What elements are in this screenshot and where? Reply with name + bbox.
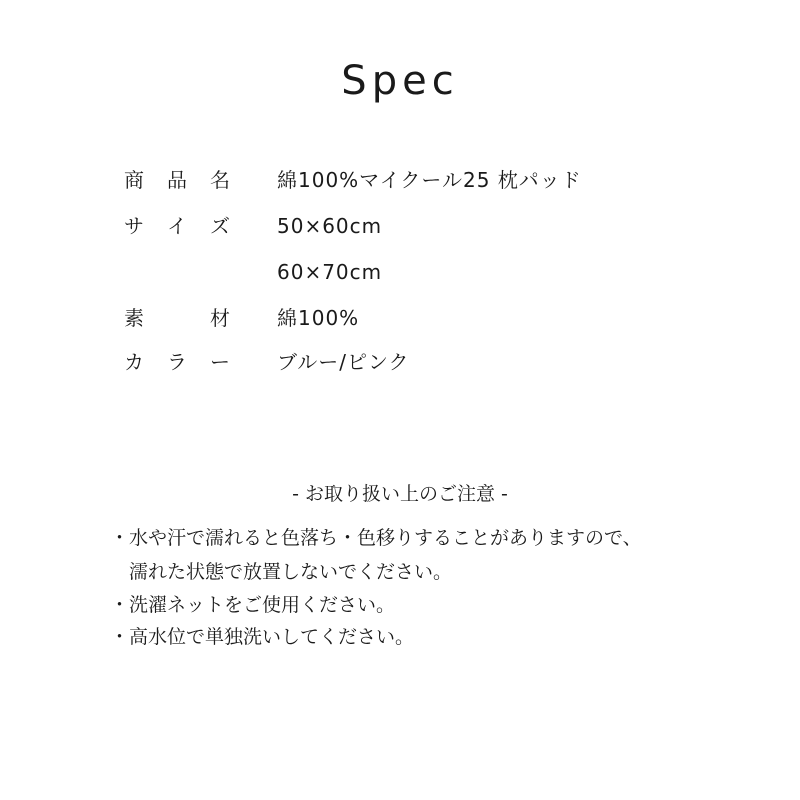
label-char: 品	[167, 168, 187, 192]
label-char: イ	[167, 214, 187, 238]
spec-value-material: 綿100%	[277, 306, 360, 330]
spec-row-color	[124, 346, 684, 378]
label-char: ラ	[167, 350, 187, 374]
label-char: ー	[210, 350, 230, 374]
spec-label-material	[124, 302, 230, 334]
spec-value-product-name: 綿100%マイクール25 枕パッド	[277, 168, 582, 192]
care-note-line: ・洗濯ネットをご使用ください。	[110, 594, 396, 616]
label-char: 素	[124, 306, 144, 330]
care-notes-heading: - お取り扱い上のご注意 -	[292, 483, 508, 505]
spec-value-color: ブルー/ピンク	[277, 350, 410, 374]
spec-label-size	[124, 210, 230, 242]
spec-label-product-name	[124, 164, 230, 196]
spec-row-size-2	[124, 256, 684, 288]
label-char: ズ	[210, 214, 230, 238]
care-note-line: ・高水位で単独洗いしてください。	[110, 626, 415, 648]
label-char: 材	[210, 306, 230, 330]
spec-row-size	[124, 210, 684, 242]
spec-value-size-1: 50×60cm	[277, 214, 383, 238]
label-char: 商	[124, 168, 144, 192]
label-char: カ	[124, 350, 144, 374]
care-note-line: ・水や汗で濡れると色落ち・色移りすることがありますので、	[110, 527, 642, 549]
spec-value-size-2: 60×70cm	[277, 260, 383, 284]
care-note-line: 濡れた状態で放置しないでください。	[110, 561, 453, 583]
label-char: 名	[210, 168, 230, 192]
spec-row-material	[124, 302, 684, 334]
spec-label-color	[124, 346, 230, 378]
spec-row-product-name	[124, 164, 684, 196]
page-title: Spec	[341, 58, 459, 104]
label-char: サ	[124, 214, 144, 238]
